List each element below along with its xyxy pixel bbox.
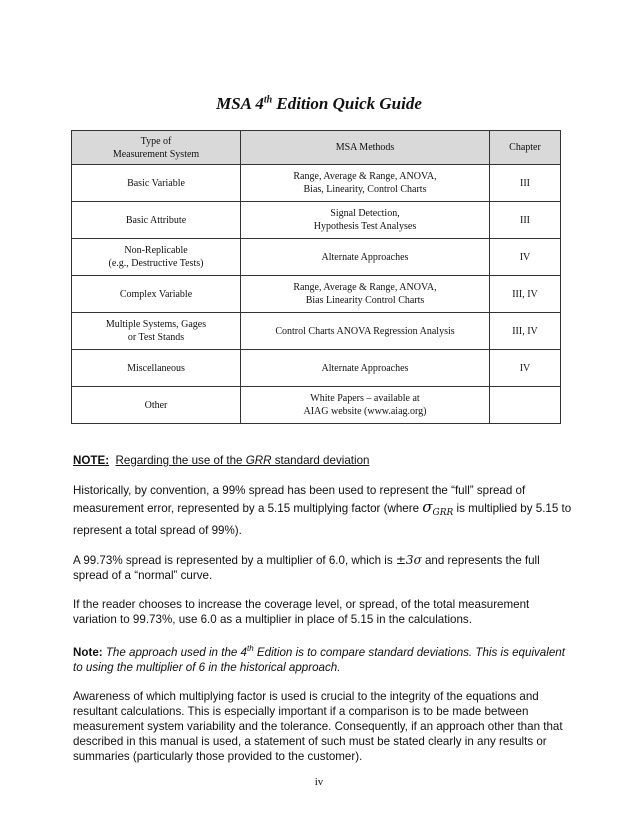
table-row (72, 202, 561, 239)
cell-type: Other (72, 387, 241, 424)
cell-type: Basic Attribute (72, 202, 241, 239)
table-row (72, 313, 561, 350)
cell-type: Non-Replicable (e.g., Destructive Tests) (72, 239, 241, 276)
table-row (72, 350, 561, 387)
page-number: iv (314, 776, 324, 788)
cell-methods: White Papers – available at AIAG website (www.aiag.org) (241, 387, 490, 424)
paragraph-9973: A 99.73% spread is represented by a multiplier of 6.0, which is ±3σ and represents the full spread of a “normal” curve. (73, 553, 540, 582)
header-chapter: Chapter (490, 131, 561, 165)
cell-methods: Alternate Approaches (241, 350, 490, 387)
cell-chapter: III, IV (490, 313, 561, 350)
cell-chapter: III (490, 165, 561, 202)
cell-chapter: III (490, 202, 561, 239)
header-type: Type of Measurement System (72, 131, 241, 165)
paragraph-awareness: Awareness of which multiplying factor is used is crucial to the integrity of the equations and resultant calculations. This is especially important if a comparison is to be made between measurement system variability and the tolerance. Consequently, if an approach other than that described in this manual is used, a statement of such must be stated clearly in any results or summaries (particularly those provided to the customer). (73, 689, 563, 763)
table-row (72, 387, 561, 424)
cell-type: Miscellaneous (72, 350, 241, 387)
table-row (72, 165, 561, 202)
cell-type: Complex Variable (72, 276, 241, 313)
cell-chapter: IV (490, 239, 561, 276)
paragraph-historical: Historically, by convention, a 99% spread has been used to represent the “full” spread of measurement error, represented by a 5.15 multiplying factor (where $\sigma_{GRR}$ is multiplied by 5.15 to represent a total spread of 99%). (73, 484, 572, 537)
note-section (73, 453, 573, 778)
table-header-row (72, 131, 561, 165)
cell-methods: Signal Detection, Hypothesis Test Analyses (241, 202, 490, 239)
cell-chapter: IV (490, 350, 561, 387)
cell-methods: Range, Average & Range, ANOVA, Bias Linearity Control Charts (241, 276, 490, 313)
page-title: MSA 4th Edition Quick Guide (216, 94, 422, 113)
cell-methods: Alternate Approaches (241, 239, 490, 276)
cell-methods: Control Charts ANOVA Regression Analysis (241, 313, 490, 350)
msa-quick-guide-table (71, 130, 561, 424)
paragraph-note-4th-edition: Note: The approach used in the 4th Edition is to compare standard deviations. This is equivalent to using the multiplier of 6 in the historical approach. (73, 644, 565, 674)
paragraph-coverage: If the reader chooses to increase the coverage level, or spread, of the total measurement variation to 99.73%, use 6.0 as a multiplier in place of 5.15 in the calculations. (73, 598, 530, 626)
cell-chapter: III, IV (490, 276, 561, 313)
table-row (72, 239, 561, 276)
cell-chapter (490, 387, 561, 424)
cell-methods: Range, Average & Range, ANOVA, Bias, Linearity, Control Charts (241, 165, 490, 202)
note-heading: NOTE: Regarding the use of the GRR standard deviation (73, 454, 370, 467)
cell-type: Basic Variable (72, 165, 241, 202)
cell-type: Multiple Systems, Gages or Test Stands (72, 313, 241, 350)
table-row (72, 276, 561, 313)
header-methods: MSA Methods (241, 131, 490, 165)
